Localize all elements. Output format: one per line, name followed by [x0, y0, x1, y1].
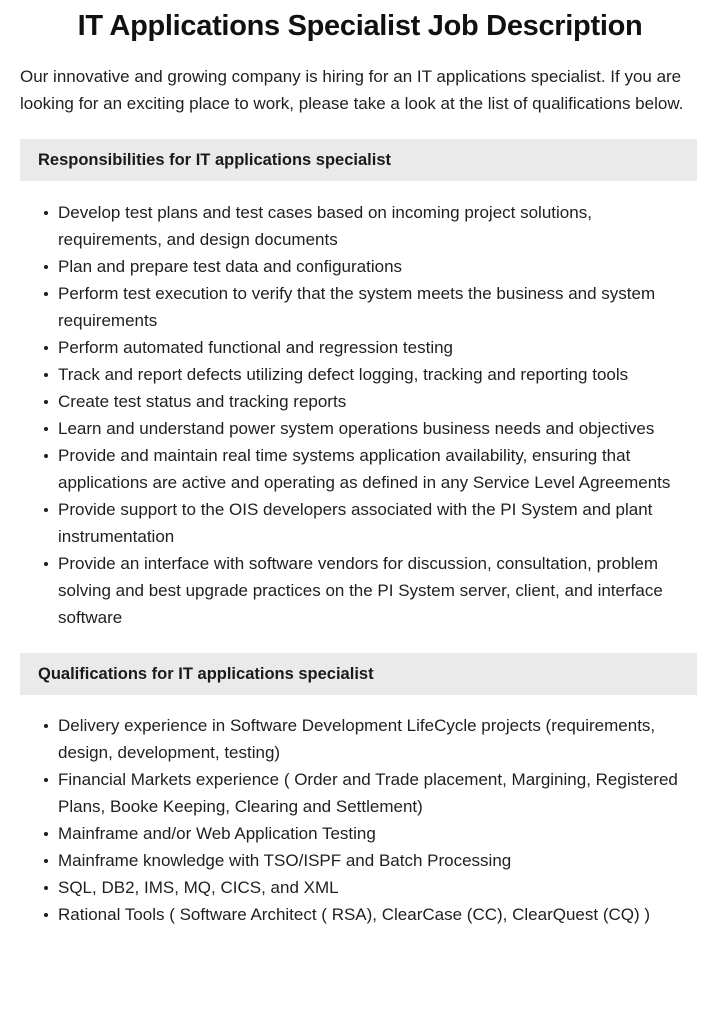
list-item: Financial Markets experience ( Order and Trade placement, Margining, Registered Plans, Booke Keeping, Clearing and Settlement)	[44, 766, 692, 820]
list-item: Provide and maintain real time systems application availability, ensuring that applications are active and operating as defined in any Service Level Agreements	[44, 442, 692, 496]
list-item: Perform test execution to verify that the system meets the business and system requirements	[44, 280, 692, 334]
responsibilities-list	[0, 181, 720, 631]
list-item: Develop test plans and test cases based on incoming project solutions, requirements, and design documents	[44, 199, 692, 253]
list-item: Plan and prepare test data and configurations	[44, 253, 692, 280]
list-item: Mainframe knowledge with TSO/ISPF and Batch Processing	[44, 847, 692, 874]
list-item: Delivery experience in Software Development LifeCycle projects (requirements, design, development, testing)	[44, 712, 692, 766]
list-item: SQL, DB2, IMS, MQ, CICS, and XML	[44, 874, 692, 901]
list-item: Create test status and tracking reports	[44, 388, 692, 415]
section-heading-qualifications: Qualifications for IT applications specialist	[20, 653, 697, 695]
section-heading-responsibilities: Responsibilities for IT applications specialist	[20, 139, 697, 181]
list-item: Perform automated functional and regression testing	[44, 334, 692, 361]
list-item: Learn and understand power system operations business needs and objectives	[44, 415, 692, 442]
list-item: Mainframe and/or Web Application Testing	[44, 820, 692, 847]
list-item: Provide an interface with software vendors for discussion, consultation, problem solving and best upgrade practices on the PI System server, client, and interface software	[44, 550, 692, 631]
intro-paragraph: Our innovative and growing company is hiring for an IT applications specialist. If you are looking for an exciting place to work, please take a look at the list of qualifications below.	[20, 67, 684, 113]
list-item: Rational Tools ( Software Architect ( RSA), ClearCase (CC), ClearQuest (CQ) )	[44, 901, 692, 928]
list-item: Provide support to the OIS developers associated with the PI System and plant instrumentation	[44, 496, 692, 550]
qualifications-list	[0, 695, 720, 928]
list-item: Track and report defects utilizing defect logging, tracking and reporting tools	[44, 361, 692, 388]
page-title: IT Applications Specialist Job Description	[77, 10, 643, 42]
